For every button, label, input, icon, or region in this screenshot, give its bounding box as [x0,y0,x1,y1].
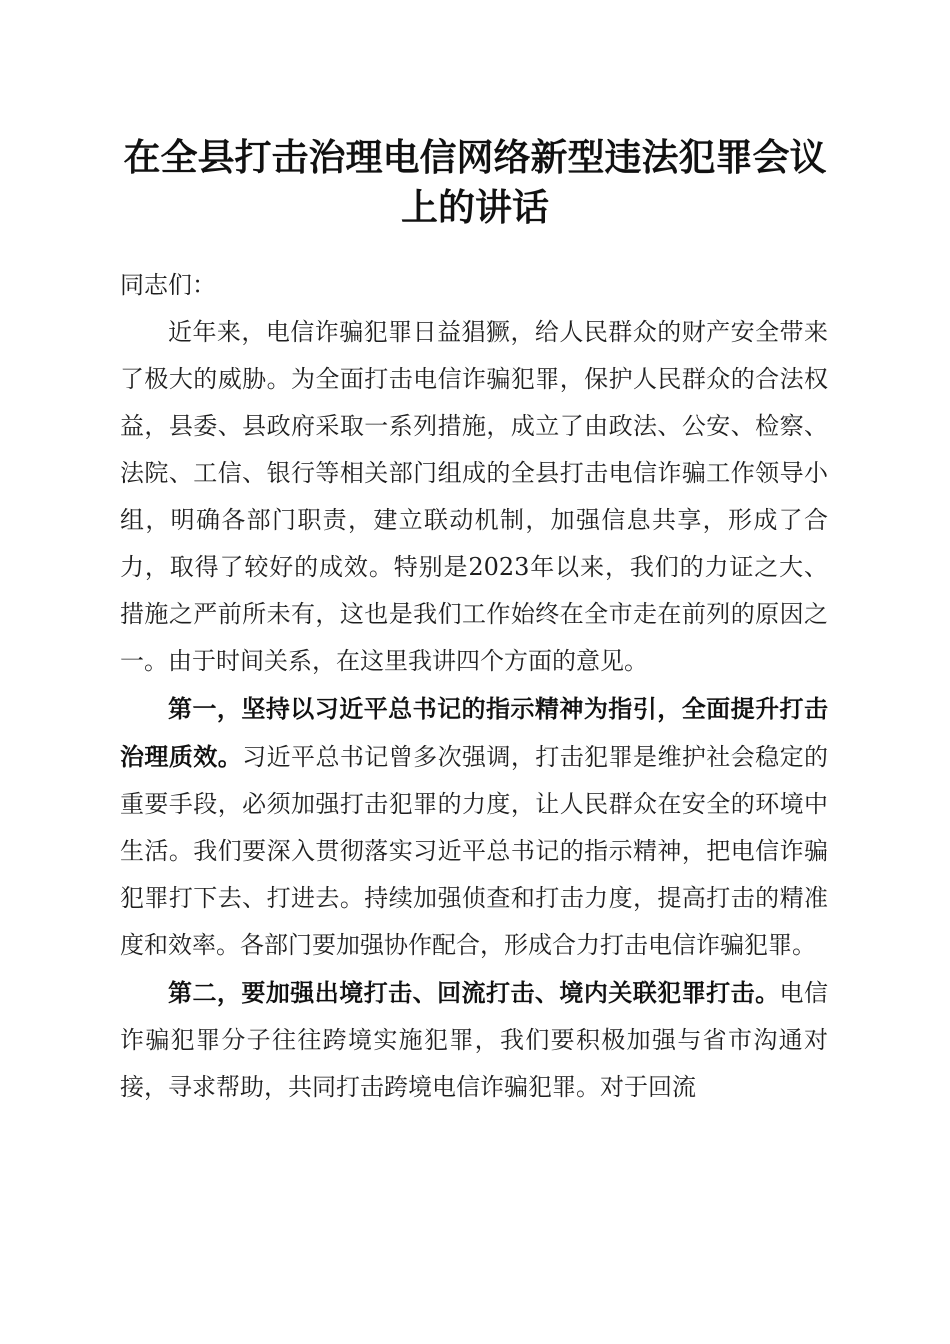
paragraph-point-two [120,969,828,1111]
paragraph-point-two-text: 电信诈骗犯罪分子往往跨境实施犯罪，我们要积极加强与省市沟通对接，寻求帮助，共同打击跨境电信诈骗犯罪。对于回流 [120,979,829,1101]
document-body [120,262,828,1111]
paragraph-intro-text: 近年来，电信诈骗犯罪日益猖獗，给人民群众的财产安全带来了极大的威胁。为全面打击电信诈骗犯罪，保护人民群众的合法权益，县委、县政府采取一系列措施，成立了由政法、公安、检察、法院、工信、银行等相关部门组成的全县打击电信诈骗工作领导小组，明确各部门职责，建立联动机制，加强信息共享，形成了合力，取得了较好的成效。特别是2023年以来，我们的力证之大、措施之严前所未有，这也是我们工作始终在全市走在前列的原因之一。由于时间关系，在这里我讲四个方面的意见。 [120,318,828,675]
paragraph-point-one-text: 习近平总书记曾多次强调，打击犯罪是维护社会稳定的重要手段，必须加强打击犯罪的力度，让人民群众在安全的环境中生活。我们要深入贯彻落实习近平总书记的指示精神，把电信诈骗犯罪打下去、打进去。持续加强侦查和打击力度，提高打击的精准度和效率。各部门要加强协作配合，形成合力打击电信诈骗犯罪。 [120,743,829,959]
paragraph-intro [120,309,828,685]
paragraph-point-one-lead: 第一，坚持以习近平总书记的指示精神为指引，全面提升打击治理质效。 [120,694,828,771]
paragraph-point-two-lead: 第二，要加强出境打击、回流打击、境内关联犯罪打击。 [168,978,780,1007]
document-title: 在全县打击治理电信网络新型违法犯罪会议上的讲话 [123,135,827,229]
paragraph-point-one [120,685,828,969]
greeting: 同志们： [120,271,216,299]
